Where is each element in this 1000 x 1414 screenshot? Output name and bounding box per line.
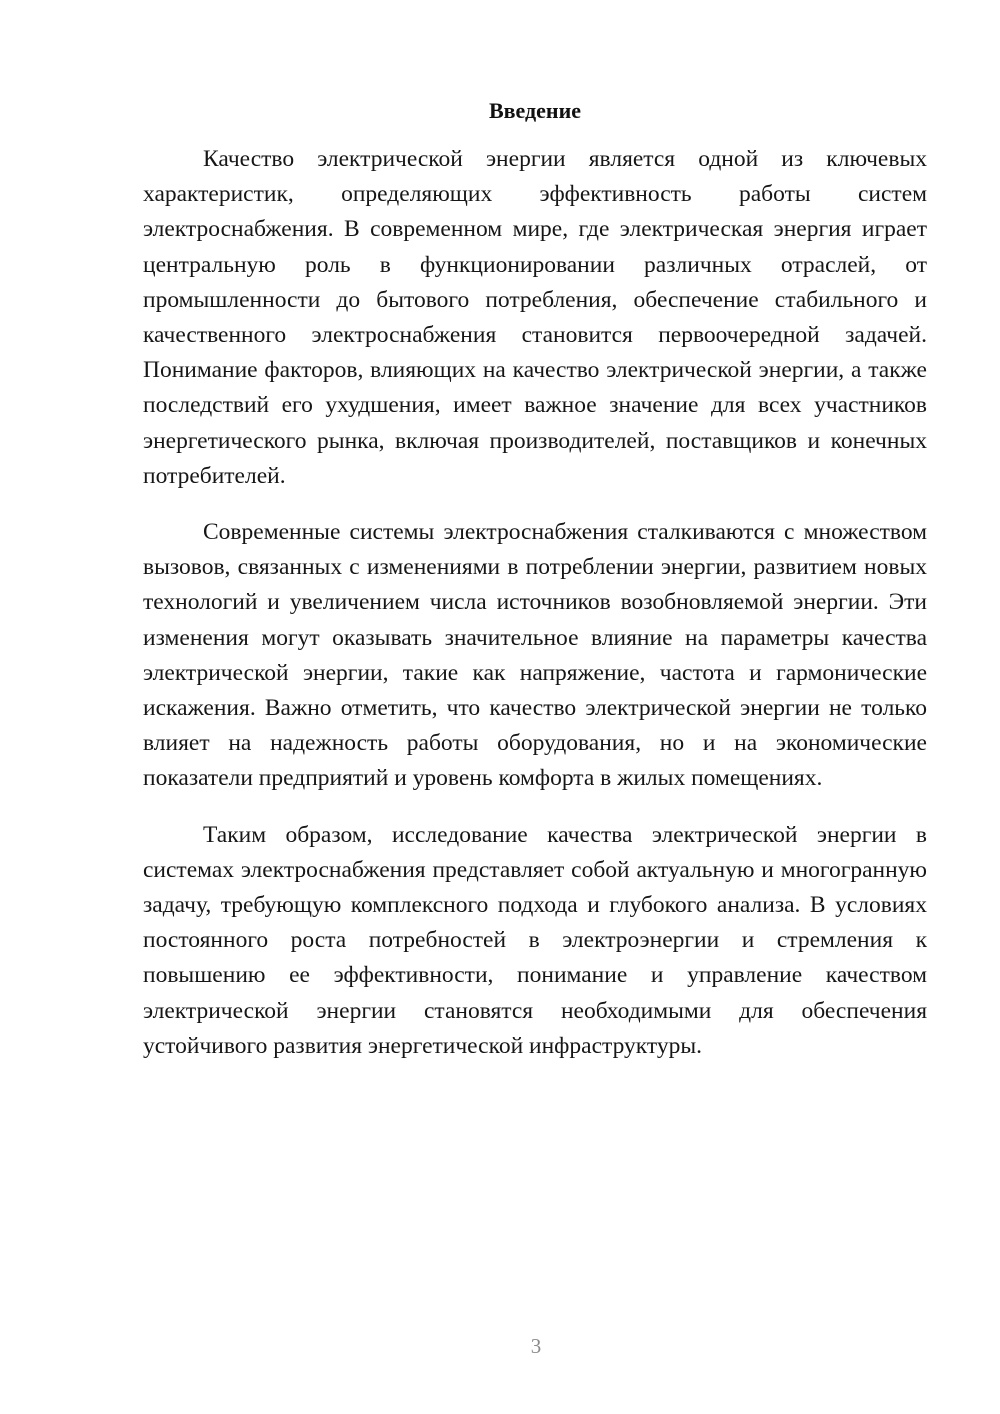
paragraph-1: Качество электрической энергии является одной из ключевых характеристик, определяющих эффективность работы систем электроснабжения. В современном мире, где электрическая энергия играет центральную роль в функционировании различных отраслей, от промышленности до бытового потребления, обеспечение стабильного и качественного электроснабжения становится первоочередной задачей. Понимание факторов, влияющих на качество электрической энергии, а также последствий его ухудшения, имеет важное значение для всех участников энергетического рынка, включая производителей, поставщиков и конечных потребителей.	[143, 146, 927, 489]
paragraph-3: Таким образом, исследование качества электрической энергии в системах электроснабжения представляет собой актуальную и многогранную задачу, требующую комплексного подхода и глубокого анализа. В условиях постоянного роста потребностей в электроэнергии и стремления к повышению ее эффективности, понимание и управление качеством электрической энергии становятся необходимыми для обеспечения устойчивого развития энергетической инфраструктуры.	[143, 821, 927, 1059]
page-title: Введение	[488, 98, 582, 123]
page-number: 3	[530, 1334, 542, 1358]
document-body	[143, 142, 927, 1085]
paragraph-2: Современные системы электроснабжения сталкиваются с множеством вызовов, связанных с изменениями в потреблении энергии, развитием новых технологий и увеличением числа источников возобновляемой энергии. Эти изменения могут оказывать значительное влияние на параметры качества электрической энергии, такие как напряжение, частота и гармонические искажения. Важно отметить, что качество электрической энергии не только влияет на надежность работы оборудования, но и на экономические показатели предприятий и уровень комфорта в жилых помещениях.	[143, 519, 927, 792]
